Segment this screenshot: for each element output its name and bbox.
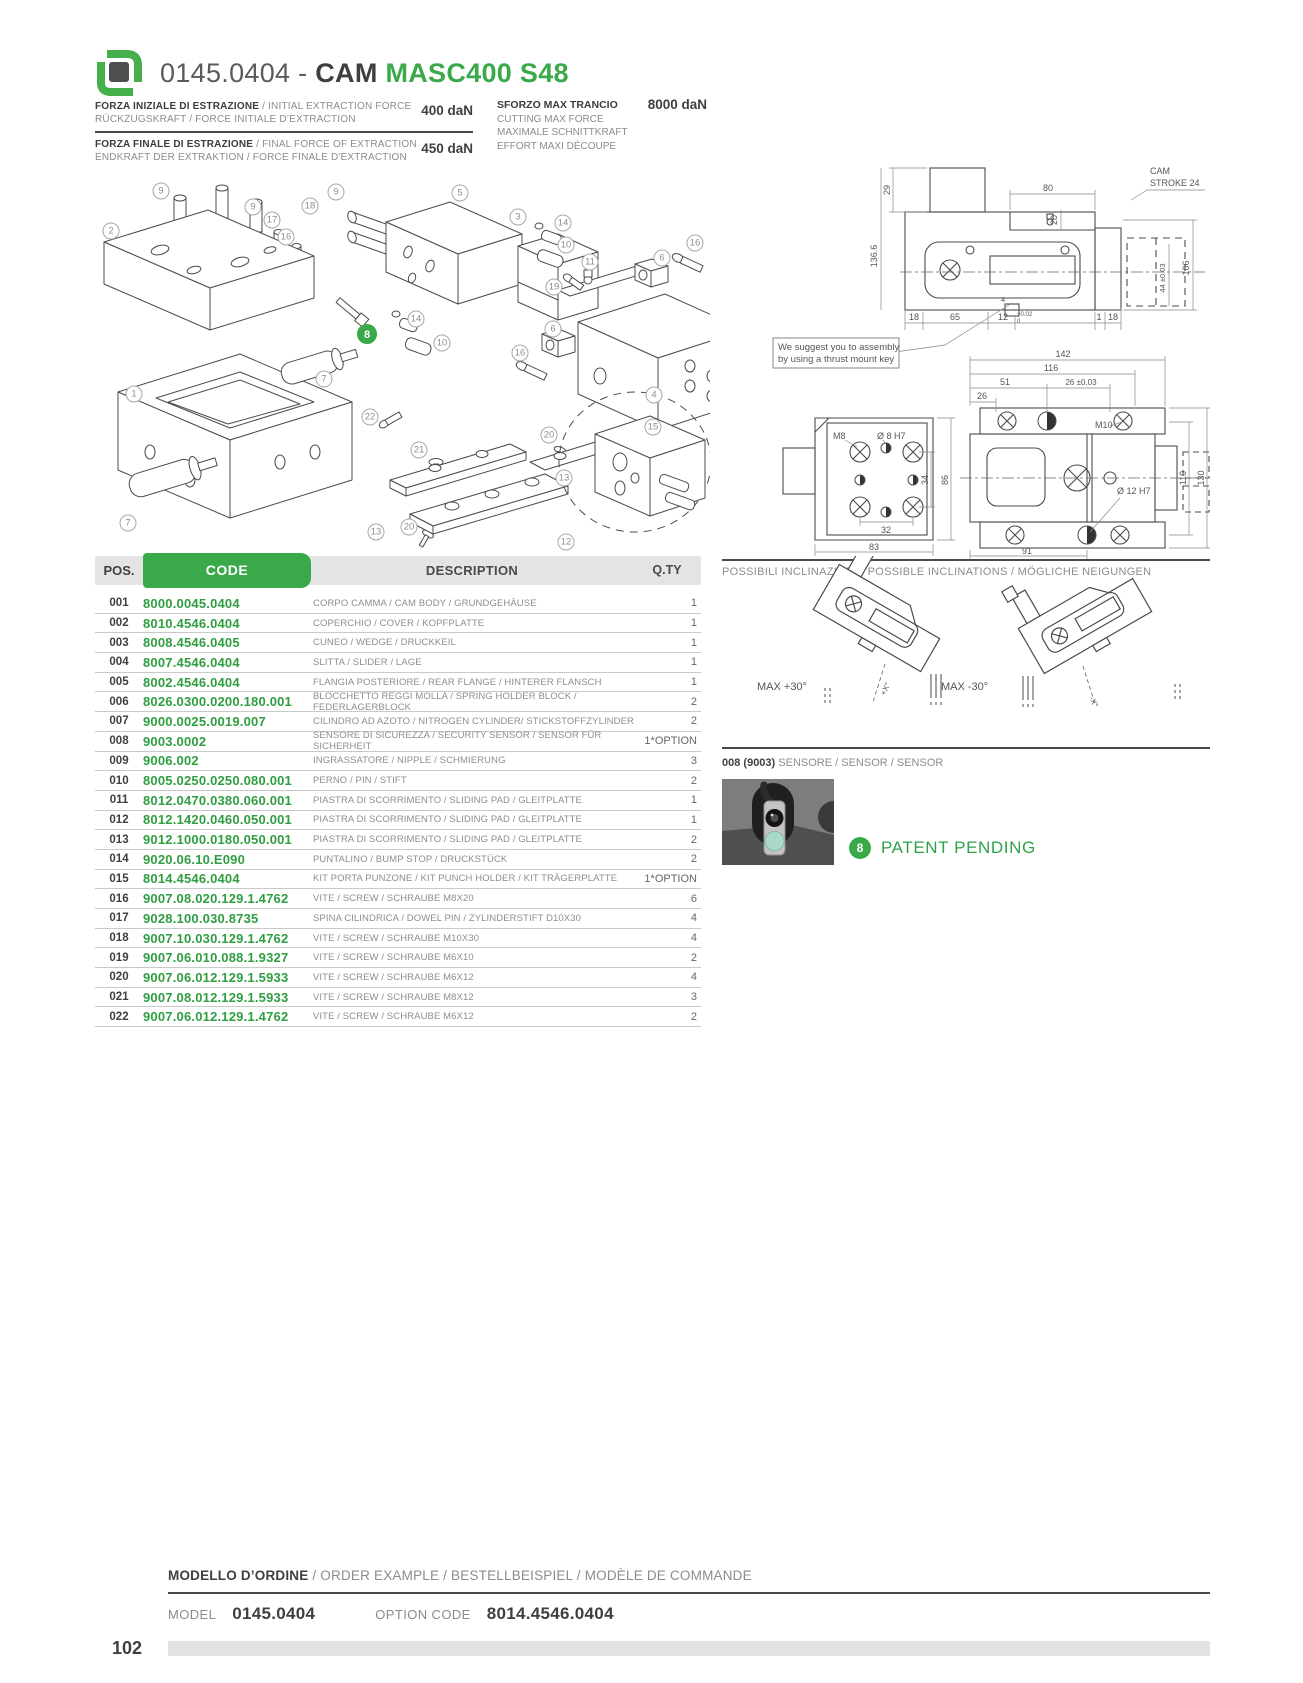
inclinations-title: POSSIBILI INCLINAZIONI / POSSIBLE INCLINATIONS / MÖGLICHE NEIGUNGEN <box>722 566 1152 578</box>
row-pos: 018 <box>109 932 129 945</box>
balloon-callout: 14 <box>408 311 425 328</box>
header-pos: POS. <box>103 563 135 578</box>
row-description: PIASTRA DI SCORRIMENTO / SLIDING PAD / GLEITPLATTE <box>313 794 582 806</box>
balloon-callout: 2 <box>103 223 120 240</box>
row-qty: 1 <box>690 656 697 669</box>
row-pos: 014 <box>109 853 129 866</box>
row-description: CUNEO / WEDGE / DRUCKKEIL <box>313 637 456 649</box>
row-qty: 2 <box>690 951 697 964</box>
row-pos: 017 <box>109 912 129 925</box>
svg-text:Ø 8 H7: Ø 8 H7 <box>877 431 906 441</box>
row-pos: 013 <box>109 833 129 846</box>
row-code: 8002.4546.0404 <box>143 674 240 690</box>
balloon-callout: 7 <box>316 371 333 388</box>
svg-text:83: 83 <box>868 542 880 552</box>
final-force-value: 450 daN <box>421 141 473 156</box>
table-row <box>95 830 701 850</box>
row-description: VITE / SCREW / SCHRAUBE M6X10 <box>313 952 474 964</box>
row-code: 8026.0300.0200.180.001 <box>143 694 292 710</box>
table-row <box>95 811 701 831</box>
svg-text:65: 65 <box>949 312 961 322</box>
row-code: 8008.4546.0405 <box>143 635 240 651</box>
parts-table-body <box>95 594 701 1027</box>
row-description: BLOCCHETTO REGGI MOLLA / SPRING HOLDER BLOCK / FEDERLAGERBLOCK <box>313 690 577 713</box>
exploded-assembly-drawing <box>90 162 710 557</box>
row-code: 8010.4546.0404 <box>143 615 240 631</box>
row-description: VITE / SCREW / SCHRAUBE M10X30 <box>313 932 480 944</box>
svg-text:86: 86 <box>940 474 950 486</box>
row-qty: 6 <box>690 892 697 905</box>
row-pos: 010 <box>109 774 129 787</box>
patent-label: PATENT PENDING <box>881 838 1036 857</box>
balloon-callout: 20 <box>401 519 418 536</box>
row-qty: 1 <box>690 597 697 610</box>
balloon-callout: 3 <box>510 209 527 226</box>
row-code: 9007.06.012.129.1.5933 <box>143 969 289 985</box>
row-code: 9003.0002 <box>143 733 207 749</box>
row-qty: 1*OPTION <box>644 735 697 748</box>
sensor-caption: 008 (9003) SENSORE / SENSOR / SENSOR <box>722 757 944 769</box>
spec-initial-force: FORZA INIZIALE DI ESTRAZIONE / INITIAL EXTRACTION FORCE RÜCKZUGSKRAFT / FORCE INITIALE D’EXTRACTION 400 daN <box>95 99 473 133</box>
row-description: PUNTALINO / BUMP STOP / DRUCKSTÜCK <box>313 853 508 865</box>
row-code: 8014.4546.0404 <box>143 871 240 887</box>
row-code: 8012.0470.0380.060.001 <box>143 792 292 808</box>
svg-text:34: 34 <box>920 474 930 486</box>
svg-text:M8: M8 <box>833 431 846 441</box>
svg-text:26 ±0.03: 26 ±0.03 <box>1065 378 1097 387</box>
svg-text:44 ±0.03: 44 ±0.03 <box>1158 263 1167 293</box>
row-qty: 2 <box>690 833 697 846</box>
row-qty: 1 <box>690 617 697 630</box>
row-qty: 1 <box>690 813 697 826</box>
row-qty: 1 <box>690 794 697 807</box>
table-row <box>95 633 701 653</box>
row-code: 9007.06.012.129.1.4762 <box>143 1009 289 1025</box>
balloon-callout: 4 <box>646 387 663 404</box>
svg-text:29: 29 <box>882 184 892 196</box>
extraction-force-specs <box>95 99 473 169</box>
balloon-callout: 10 <box>558 237 575 254</box>
max-cutting-force-spec: SFORZO MAX TRANCIO 8000 daN CUTTING MAX FORCE MAXIMALE SCHNITTKRAFT EFFORT MAXI DÉCOUPE <box>497 97 707 152</box>
svg-text:51: 51 <box>999 377 1011 387</box>
row-code: 9007.10.030.129.1.4762 <box>143 930 289 946</box>
table-row <box>95 1007 701 1027</box>
balloon-callout: 20 <box>541 427 558 444</box>
row-code: 8007.4546.0404 <box>143 654 240 670</box>
svg-text:-X°: -X° <box>1087 695 1101 709</box>
svg-text:by using a thrust mount key: by using a thrust mount key <box>778 354 895 365</box>
row-description: CORPO CAMMA / CAM BODY / GRUNDGEHÄUSE <box>313 597 537 609</box>
spec-final-force: FORZA FINALE DI ESTRAZIONE / FINAL FORCE OF EXTRACTION ENDKRAFT DER EXTRAKTION / FORCE FINALE D'EXTRACTION 450 daN <box>95 139 473 163</box>
parts-table <box>95 556 701 1027</box>
balloon-callout: 16 <box>512 345 529 362</box>
balloon-callout: 13 <box>556 470 573 487</box>
table-row <box>95 752 701 772</box>
model-value: 0145.0404 <box>232 1604 316 1623</box>
svg-text:110: 110 <box>1178 470 1188 486</box>
divider-line <box>722 747 1210 749</box>
row-code: 9006.002 <box>143 753 199 769</box>
balloon-callout: 11 <box>582 254 599 271</box>
max-plus-label: MAX +30° <box>757 681 807 693</box>
row-pos: 021 <box>109 991 129 1004</box>
row-pos: 012 <box>109 813 129 826</box>
row-description: PIASTRA DI SCORRIMENTO / SLIDING PAD / GLEITPLATTE <box>313 834 582 846</box>
table-row <box>95 948 701 968</box>
row-code: 9007.06.010.088.1.9327 <box>143 950 289 966</box>
balloon-callout: 17 <box>264 212 281 229</box>
table-row <box>95 968 701 988</box>
balloon-callout: 9 <box>328 184 345 201</box>
row-qty: 3 <box>690 991 697 1004</box>
table-row <box>95 653 701 673</box>
row-pos: 003 <box>109 636 129 649</box>
svg-text:We suggest you to assembly: We suggest you to assembly <box>778 342 900 353</box>
svg-text:91: 91 <box>1021 546 1033 556</box>
balloon-callout-highlight: 8 <box>357 324 377 344</box>
table-row <box>95 870 701 890</box>
table-row <box>95 791 701 811</box>
row-pos: 022 <box>109 1010 129 1023</box>
patent-pending <box>849 837 1036 859</box>
svg-text:12: 12 <box>997 312 1009 322</box>
balloon-callout: 14 <box>555 215 572 232</box>
balloon-callout: 18 <box>302 198 319 215</box>
row-description: VITE / SCREW / SCHRAUBE M8X20 <box>313 893 474 905</box>
header-qty: Q.TY <box>652 563 682 577</box>
row-description: PERNO / PIN / STIFT <box>313 775 407 787</box>
svg-text:116: 116 <box>1043 363 1059 373</box>
page-title: 0145.0404 - CAM MASC400 S48 <box>160 58 569 88</box>
svg-text:M10: M10 <box>1095 420 1113 430</box>
svg-text:142: 142 <box>1055 349 1071 359</box>
row-code: 9000.0025.0019.007 <box>143 713 266 729</box>
row-code: 9028.100.030.8735 <box>143 910 259 926</box>
table-row <box>95 850 701 870</box>
row-pos: 002 <box>109 617 129 630</box>
order-example-heading: MODELLO D’ORDINE / ORDER EXAMPLE / BESTELLBEISPIEL / MODÈLE DE COMMANDE <box>168 1568 1210 1594</box>
option-code-value: 8014.4546.0404 <box>486 1604 614 1623</box>
balloon-callout: 9 <box>245 199 262 216</box>
row-pos: 020 <box>109 971 129 984</box>
parts-table-header <box>95 556 701 585</box>
balloon-callout: 22 <box>362 409 379 426</box>
table-row <box>95 692 701 712</box>
row-pos: 011 <box>109 794 129 807</box>
row-pos: 016 <box>109 892 129 905</box>
row-pos: 001 <box>109 597 129 610</box>
row-code: 8012.1420.0460.050.001 <box>143 812 292 828</box>
row-qty: 3 <box>690 754 697 767</box>
svg-text:1: 1 <box>1096 312 1102 322</box>
max-minus-label: MAX -30° <box>941 681 989 693</box>
table-row <box>95 673 701 693</box>
svg-text:80: 80 <box>1042 183 1054 193</box>
row-qty: 2 <box>690 774 697 787</box>
title-model: MASC400 S48 <box>385 58 569 88</box>
table-row <box>95 988 701 1008</box>
row-description: VITE / SCREW / SCHRAUBE M6X12 <box>313 971 474 983</box>
page-number: 102 <box>112 1638 143 1658</box>
row-description: SLITTA / SLIDER / LAGE <box>313 656 422 668</box>
svg-text:18: 18 <box>908 312 920 322</box>
row-description: VITE / SCREW / SCHRAUBE M6X12 <box>313 1011 474 1023</box>
header-description: DESCRIPTION <box>425 563 519 578</box>
initial-force-value: 400 daN <box>421 103 473 118</box>
row-description: PIASTRA DI SCORRIMENTO / SLIDING PAD / GLEITPLATTE <box>313 814 582 826</box>
inclination-diagrams <box>745 556 1210 746</box>
row-qty: 4 <box>690 912 697 925</box>
row-qty: 2 <box>690 1010 697 1023</box>
row-pos: 005 <box>109 676 129 689</box>
row-description: FLANGIA POSTERIORE / REAR FLANGE / HINTERER FLANSCH <box>313 676 602 688</box>
sensor-photo <box>722 779 834 865</box>
svg-text:STROKE 24: STROKE 24 <box>1150 178 1200 188</box>
table-row <box>95 929 701 949</box>
svg-text:+X°: +X° <box>878 681 893 697</box>
row-pos: 004 <box>109 656 129 669</box>
table-row <box>95 732 701 752</box>
title-code: 0145.0404 <box>160 58 291 88</box>
table-row <box>95 614 701 634</box>
balloon-callout: 6 <box>654 250 671 267</box>
svg-text:CAM: CAM <box>1150 166 1170 176</box>
row-code: 9007.08.012.129.1.5933 <box>143 989 289 1005</box>
row-description: SPINA CILINDRICA / DOWEL PIN / ZYLINDERSTIFT D10X30 <box>313 912 582 924</box>
balloon-callout: 16 <box>687 235 704 252</box>
svg-text:0: 0 <box>1017 319 1021 325</box>
row-code: 9007.08.020.129.1.4762 <box>143 891 289 907</box>
balloon-callout: 10 <box>434 335 451 352</box>
row-pos: 007 <box>109 715 129 728</box>
balloon-callout: 9 <box>153 183 170 200</box>
row-pos: 009 <box>109 754 129 767</box>
svg-text:136.6: 136.6 <box>869 244 879 268</box>
header-code: CODE <box>143 553 311 588</box>
balloon-callout: 6 <box>545 321 562 338</box>
row-pos: 006 <box>109 695 129 708</box>
row-code: 9012.1000.0180.050.001 <box>143 832 292 848</box>
row-qty: 2 <box>690 853 697 866</box>
option-code-label: OPTION CODE <box>375 1607 471 1622</box>
svg-text:26: 26 <box>976 391 988 401</box>
row-description: SENSORE DI SICUREZZA / SECURITY SENSOR / SENSOR FÜR SICHERHEIT <box>313 730 602 753</box>
row-qty: 1 <box>690 676 697 689</box>
row-code: 9020.06.10.E090 <box>143 851 246 867</box>
row-qty: 1*OPTION <box>644 872 697 885</box>
max-cut-value: 8000 daN <box>647 97 707 112</box>
balloon-callout: 19 <box>546 279 563 296</box>
balloon-callout: 12 <box>558 534 575 551</box>
table-row <box>95 771 701 791</box>
row-qty: 4 <box>690 971 697 984</box>
row-qty: 2 <box>690 715 697 728</box>
svg-text:Ø 12 H7: Ø 12 H7 <box>1117 486 1151 496</box>
row-description: KIT PORTA PUNZONE / KIT PUNCH HOLDER / KIT TRÄGERPLATTE <box>313 873 618 885</box>
order-example-values <box>168 1604 1210 1624</box>
row-qty: 4 <box>690 932 697 945</box>
svg-text:18: 18 <box>1107 312 1119 322</box>
balloon-callout: 1 <box>126 386 143 403</box>
row-pos: 015 <box>109 872 129 885</box>
table-row <box>95 594 701 614</box>
row-pos: 019 <box>109 951 129 964</box>
patent-badge: 8 <box>849 837 871 859</box>
model-label: MODEL <box>168 1607 217 1622</box>
row-code: 8000.0045.0404 <box>143 595 240 611</box>
svg-text:106: 106 <box>1181 260 1191 276</box>
title-cam: CAM <box>315 58 386 88</box>
row-description: VITE / SCREW / SCHRAUBE M8X12 <box>313 991 474 1003</box>
row-code: 8005.0250.0250.080.001 <box>143 773 292 789</box>
balloon-callout: 5 <box>452 185 469 202</box>
row-qty: 2 <box>690 695 697 708</box>
technical-drawing <box>765 160 1210 562</box>
row-pos: 008 <box>109 735 129 748</box>
balloon-callout: 21 <box>411 442 428 459</box>
assembly-note <box>773 338 900 368</box>
table-row <box>95 889 701 909</box>
row-qty: 1 <box>690 636 697 649</box>
balloon-callout: 7 <box>120 515 137 532</box>
balloon-callout: 13 <box>368 524 385 541</box>
balloon-callout: 16 <box>278 229 295 246</box>
row-description: CILINDRO AD AZOTO / NITROGEN CYLINDER/ STICKSTOFFZYLINDER <box>313 715 635 727</box>
footer-bar <box>168 1641 1210 1656</box>
svg-text:20: 20 <box>1049 214 1059 226</box>
svg-text:+0.02: +0.02 <box>1017 312 1033 318</box>
table-row <box>95 712 701 732</box>
svg-text:4: 4 <box>1001 295 1006 304</box>
svg-text:32: 32 <box>880 525 892 535</box>
brand-logo-icon <box>92 47 146 99</box>
row-description: INGRASSATORE / NIPPLE / SCHMIERUNG <box>313 755 506 767</box>
table-row <box>95 909 701 929</box>
balloon-callout: 15 <box>645 419 662 436</box>
row-description: COPERCHIO / COVER / KOPFPLATTE <box>313 617 485 629</box>
svg-text:130: 130 <box>1196 470 1206 486</box>
